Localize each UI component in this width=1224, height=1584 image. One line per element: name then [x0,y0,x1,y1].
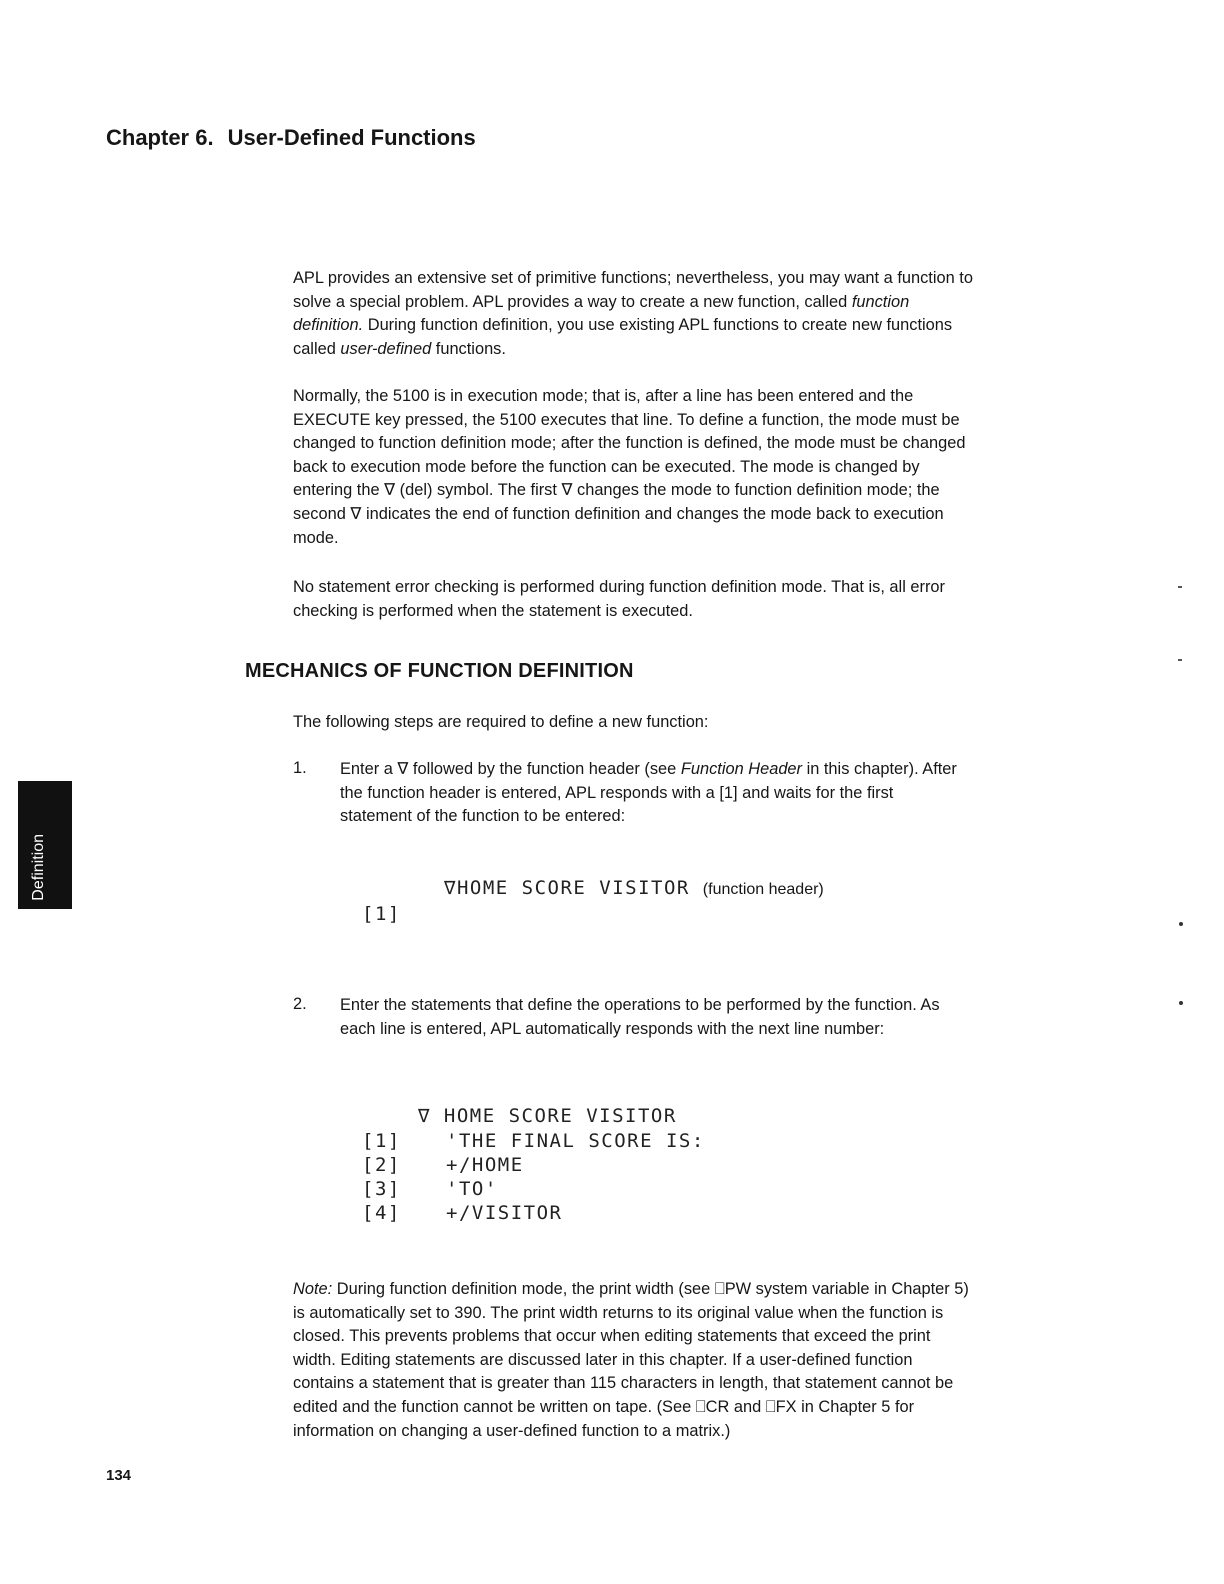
term-user-defined: user-defined [340,339,432,358]
code-statement: 'TO' [446,1178,498,1200]
quad-symbol: ⎕ [695,1397,706,1416]
del-symbol: ∇ [561,481,573,500]
side-tab-label: Definition [30,834,47,901]
chapter-title [106,125,476,151]
note-paragraph [293,1278,973,1443]
example-1-prompt: [1] [362,903,401,925]
section-heading: MECHANICS OF FUNCTION DEFINITION [245,660,634,682]
del-symbol: ∇ [384,481,396,500]
scan-speck [1178,586,1182,588]
term-function-definition: function definition. [293,292,910,335]
side-thumb-tab [18,781,72,909]
del-symbol: ∇ [350,504,362,523]
step-number: 1. [293,759,307,777]
text-run: APL provides an extensive set of primitive functions; nevertheless, you may want a function to solve a special problem. APL provides a way to create a new function, called [293,269,973,311]
scan-speck [1179,922,1183,926]
code-statement: 'THE FINAL SCORE IS: [446,1130,705,1152]
chapter-name: User-Defined Functions [227,125,476,150]
note-label: Note: [293,1280,333,1298]
function-header-code: ∇HOME SCORE VISITOR [444,877,690,899]
text-run: changes the mode to function definition mode; the second [293,481,940,523]
intro-paragraph-2 [293,385,973,550]
scan-speck [1178,659,1182,661]
section-lead: The following steps are required to define a new function: [293,713,709,731]
code-statement: +/HOME [446,1154,524,1176]
text-run: in this chapter). After the function header is entered, APL responds with a [1] and waits for the first statement of the function to be entered: [340,760,957,826]
intro-paragraph-1 [293,267,973,361]
header-annotation: (function header) [702,881,824,898]
code-line-number: [1] [362,1130,401,1152]
text-run: PW system variable in Chapter 5) is automatically set to 390. The print width returns to its original value when the function is closed. This prevents problems that occur when editing statements that exceed the print width. Editing statements are discussed later in this chapter. If a user-defined function contains a statement that is greater than 115 characters in length, that statement cannot be edited and the function cannot be written on tape. (See [293,1280,969,1416]
text-run: indicates the end of function definition and changes the mode back to execution mode. [293,504,944,547]
text-run: CR and [705,1397,766,1416]
code-line-number: [4] [362,1202,401,1224]
text-run: Normally, the 5100 is in execution mode; that is, after a line has been entered and the EXECUTE key pressed, the 5100 executes that line. To define a function, the mode must be changed to function definition mode; after the function is defined, the mode must be changed back to execution mode before the function can be executed. The mode is changed by entering the [293,387,966,500]
intro-paragraph-3: No statement error checking is performed during function definition mode. That is, all error checking is performed when the statement is executed. [293,578,945,620]
page-number: 134 [106,1467,132,1484]
text-run: FX in Chapter 5 for information on changing a user-defined function to a matrix.) [293,1397,915,1440]
text-run: functions. [431,339,506,358]
code-line-number: [3] [362,1178,401,1200]
example-2-header: ∇ HOME SCORE VISITOR [418,1105,677,1127]
quad-symbol: ⎕ [765,1397,776,1416]
step-number: 2. [293,995,307,1013]
text-run: During function definition mode, the print width (see [332,1280,715,1298]
text-run: followed by the function header (see [408,760,681,778]
del-symbol: ∇ [397,760,409,778]
text-run: During function definition, you use existing APL functions to create new functions called [293,316,953,358]
cross-reference: Function Header [680,760,803,778]
code-statement: +/VISITOR [446,1202,563,1224]
step-1-text [340,758,960,829]
quad-symbol: ⎕ [714,1280,725,1298]
code-line-number: [2] [362,1154,401,1176]
step-2-text: Enter the statements that define the operations to be performed by the function. As each line is entered, APL automatically responds with the next line number: [340,996,940,1038]
example-1-header [444,877,824,899]
scan-speck [1179,1001,1183,1005]
text-run: Enter a [340,760,398,778]
chapter-label: Chapter 6. [106,125,214,150]
text-run: (del) symbol. The first [395,481,562,500]
